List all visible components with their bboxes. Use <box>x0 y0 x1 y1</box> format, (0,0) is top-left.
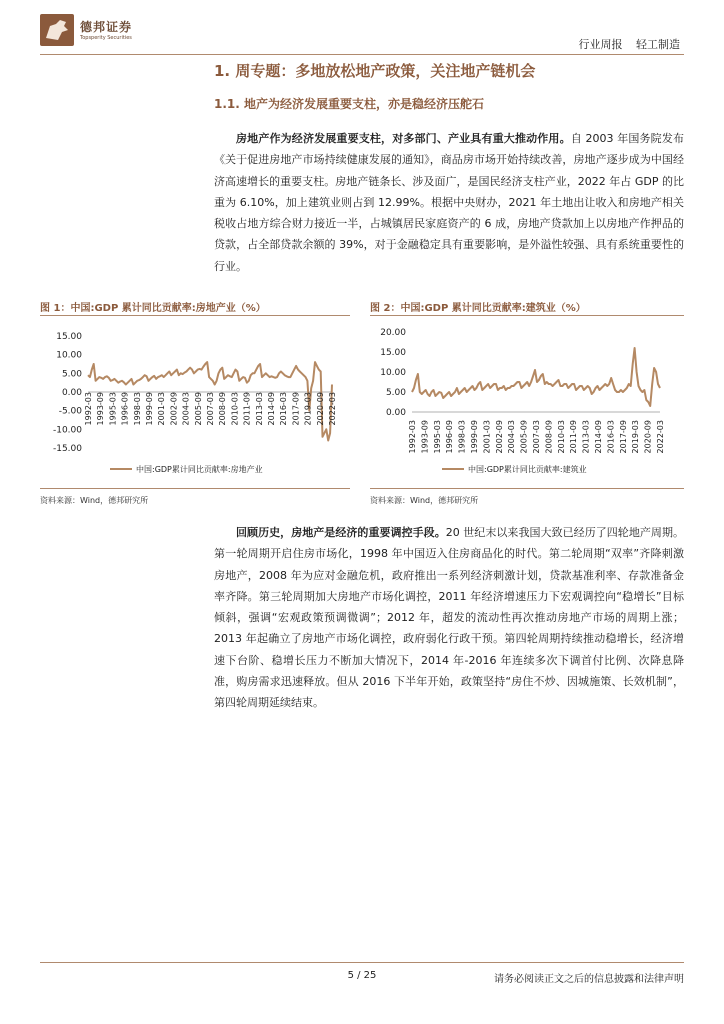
x-tick-label: 2019-03 <box>303 392 313 426</box>
chart-legend <box>442 464 587 474</box>
figure-2-title: 图 2：中国:GDP 累计同比贡献率:建筑业（%） <box>370 303 586 314</box>
industry-name: 轻工制造 <box>636 38 680 51</box>
y-tick-label: -15.00 <box>52 444 82 454</box>
x-tick-label: 2007-03 <box>532 420 541 454</box>
x-tick-label: 2004-03 <box>507 420 517 454</box>
logo-mark-icon <box>40 14 74 46</box>
x-tick-label: 2008-09 <box>218 392 228 426</box>
x-tick-label: 2017-09 <box>291 392 301 426</box>
paragraph-1-lead: 房地产作为经济发展重要支柱，对多部门、产业具有重大推动作用。 <box>236 132 571 145</box>
x-tick-label: 1999-09 <box>470 420 479 454</box>
x-tick-label: 2002-09 <box>494 420 504 454</box>
y-tick-label: 0.00 <box>61 388 82 398</box>
figure-1-chart <box>40 322 350 482</box>
y-tick-label: 0.00 <box>385 408 406 418</box>
x-tick-label: 2022-03 <box>656 420 665 454</box>
y-tick-label: 20.00 <box>380 328 406 338</box>
y-tick-label: 5.00 <box>61 369 82 380</box>
y-tick-label: 15.00 <box>56 332 82 342</box>
company-logo <box>40 14 150 48</box>
x-tick-label: 1999-09 <box>145 392 154 426</box>
y-tick-label: 10.00 <box>380 368 406 378</box>
x-tick-label: 2011-09 <box>242 392 252 426</box>
x-tick-label: 1998-03 <box>457 420 467 454</box>
x-tick-label: 2013-03 <box>254 392 264 426</box>
header-divider <box>40 54 684 55</box>
figure-2-chart <box>370 322 684 482</box>
logo-text-cn: 德邦证券 <box>80 20 133 34</box>
x-tick-label: 1993-09 <box>420 420 430 454</box>
paragraph-1-body: 自 2003 年国务院发布《关于促进房地产市场持续健康发展的通知》，商品房市场开始持续改善，房地产逐步成为中国经济高速增长的重要支柱。房地产链条长、涉及面广，是国民经济支柱产业，2022 年占 GDP 的比重为 6.10%，加上建筑业则占到 12.99%。根据中央财办，2021 年土地出让收入和房地产相关税收占地方综合财力接近一半，占城镇居民家庭资产的 6 成，房地产贷款加上以房地产作押品的贷款，占全部贷款余额的 39%，对于金融稳定具有重要影响，是外溢性较强、具有系统重要性的行业。 <box>214 132 684 273</box>
x-tick-label: 2010-03 <box>230 392 240 426</box>
section-title: 1. 周专题：多地放松地产政策，关注地产链机会 <box>214 62 536 80</box>
chart-legend <box>110 464 263 474</box>
paragraph-1 <box>214 128 684 277</box>
x-tick-label: 2001-03 <box>482 420 492 454</box>
x-tick-label: 2001-03 <box>157 392 167 426</box>
figure-2-top-rule <box>370 315 684 316</box>
x-tick-label: 2002-09 <box>169 392 179 426</box>
x-tick-label: 1992-03 <box>84 392 93 426</box>
y-tick-label: -10.00 <box>52 425 82 436</box>
footer-disclaimer: 请务必阅读正文之后的信息披露和法律声明 <box>494 974 684 985</box>
x-tick-label: 1998-03 <box>132 392 142 426</box>
y-tick-label: 10.00 <box>56 350 82 361</box>
paragraph-2-lead: 回顾历史，房地产是经济的重要调控手段。 <box>236 526 446 539</box>
report-header-tags <box>579 36 681 52</box>
series-line <box>412 348 660 406</box>
report-type: 行业周报 <box>578 38 623 51</box>
logo-text-en: Topsperity Securities <box>80 35 132 41</box>
legend-label: 中国:GDP累计同比贡献率:房地产业 <box>136 465 263 474</box>
y-tick-label: 15.00 <box>380 348 406 358</box>
y-tick-label: -5.00 <box>58 406 82 417</box>
paragraph-2 <box>214 522 684 714</box>
x-tick-label: 2005-09 <box>519 420 529 454</box>
figure-1-bottom-rule <box>40 488 350 489</box>
figure-2-source: 资料来源：Wind，德邦研究所 <box>370 496 479 505</box>
x-tick-label: 1993-09 <box>96 392 106 426</box>
figure-1-top-rule <box>40 315 350 316</box>
x-tick-label: 1992-03 <box>408 420 417 454</box>
x-tick-label: 1995-03 <box>432 420 442 454</box>
x-tick-label: 2020-09 <box>315 392 325 426</box>
x-tick-label: 2019-03 <box>631 420 641 454</box>
y-tick-label: 5.00 <box>385 388 406 398</box>
x-tick-label: 2013-03 <box>581 420 591 454</box>
legend-label: 中国:GDP累计同比贡献率:建筑业 <box>468 465 587 474</box>
subsection-title: 1.1. 地产为经济发展重要支柱，亦是稳经济压舵石 <box>214 97 484 111</box>
x-tick-label: 1996-09 <box>445 420 455 454</box>
x-tick-label: 2007-03 <box>206 392 215 426</box>
x-tick-label: 1996-09 <box>120 392 130 426</box>
x-tick-label: 2014-09 <box>594 420 603 454</box>
x-tick-label: 2016-03 <box>279 392 289 426</box>
x-tick-label: 2011-09 <box>569 420 579 454</box>
paragraph-2-body: 20 世纪末以来我国大致已经历了四轮地产周期。第一轮周期开启住房市场化，1998 年中国迈入住房商品化的时代。第二轮周期“双率”齐降刺激房地产，2008 年为应对金融危机，政府推出一系列经济刺激计划，贷款基准利率、存款准备金率齐降。第三轮周期加大房地产市场化调控，2011 年经济增速压力下宏观调控向“稳增长”目标倾斜，强调“宏观政策预调微调”；2012 年，超发的流动性再次推动房地产市场的周期上涨；2013 年起确立了房地产市场化调控，政府弱化行政干预。第四轮周期持续推动稳增长，经济增速下台阶、稳增长压力不断加大情况下，2014 年-2016 年连续多次下调首付比例、次降息降准，购房需求迅速释放。但从 2016 下半年开始，政策坚持“房住不炒、因城施策、长效机制”，第四轮周期延续结束。 <box>214 526 684 710</box>
x-tick-label: 1995-03 <box>108 392 118 426</box>
x-tick-label: 2004-03 <box>181 392 191 426</box>
x-tick-label: 2010-03 <box>556 420 566 454</box>
x-tick-label: 2008-09 <box>544 420 554 454</box>
footer-divider <box>40 962 684 963</box>
x-tick-label: 2022-03 <box>328 392 337 426</box>
x-tick-label: 2016-03 <box>606 420 616 454</box>
figure-1-source: 资料来源：Wind，德邦研究所 <box>40 496 149 505</box>
page-number: 5 / 25 <box>347 970 377 981</box>
x-tick-label: 2017-09 <box>618 420 628 454</box>
x-tick-label: 2020-09 <box>643 420 653 454</box>
x-tick-label: 2014-09 <box>267 392 276 426</box>
figure-2-bottom-rule <box>370 488 684 489</box>
x-tick-label: 2005-09 <box>193 392 203 426</box>
figure-1-title: 图 1：中国:GDP 累计同比贡献率:房地产业（%） <box>40 303 266 314</box>
